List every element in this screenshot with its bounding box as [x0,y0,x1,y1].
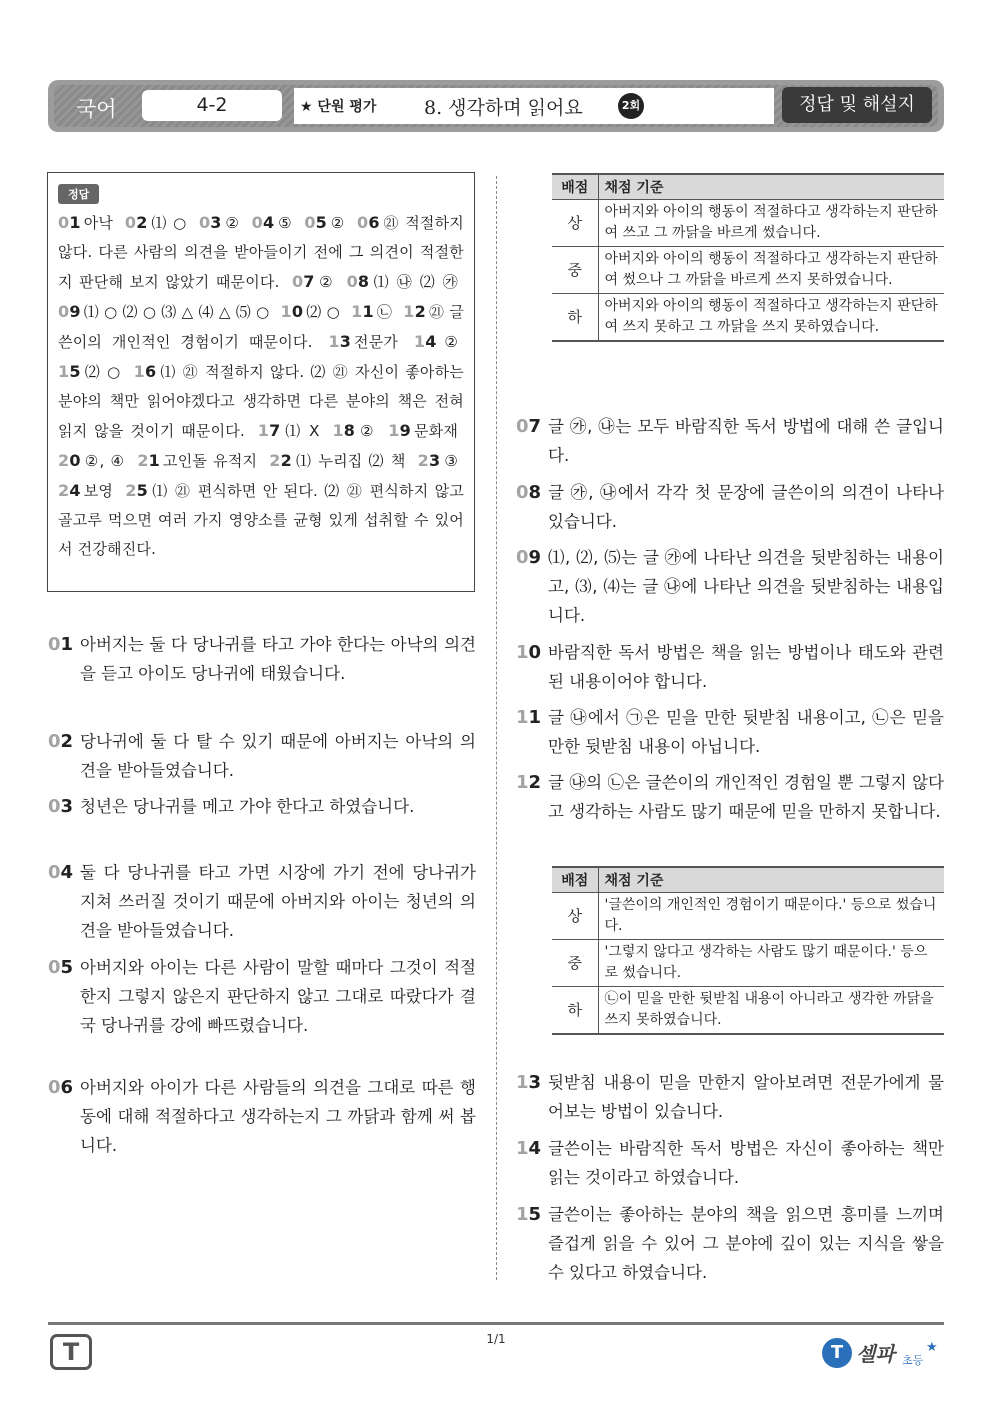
answer-text: 전문가 [354,333,399,351]
answer-item [269,452,405,470]
explanation-item [48,792,476,821]
t-logo-icon: T [50,1334,92,1370]
explanation-text: 아버지와 아이는 다른 사람이 말할 때마다 그것이 적절한지 그렇지 않은지 판단하지 않고 그대로 따랐다가 결국 당나귀를 강에 빠뜨렸습니다. [80,958,476,1035]
answer-item [258,422,320,440]
criteria-cell: ㉡이 믿을 만한 뒷받침 내용이 아니라고 생각한 까닭을 쓰지 못하였습니다. [598,987,944,1035]
answer-item [58,452,125,470]
answer-text: ②, ④ [83,452,126,470]
question-number: 06 [48,1077,74,1098]
explanation-text: 글 ㉯에서 ㉠은 믿을 만한 뒷받침 내용이고, ㉡은 믿을 만한 뒷받침 내용이 아닙니다. [548,708,944,756]
explanation-item [516,703,944,761]
answer-tag: 정답 [58,184,99,204]
table-row [552,987,944,1035]
answer-text: ② [330,214,346,232]
answer-text: 아낙 [83,214,114,232]
question-number: 21 [137,451,161,470]
answer-text: ⑴ ○ [150,214,188,232]
brand-name: 셀파 [856,1342,895,1366]
explanation-text: 뒷받침 내용이 믿을 만한지 알아보려면 전문가에게 물어보는 방법이 있습니다. [548,1073,944,1121]
answer-list [58,208,464,564]
header-bar [54,85,938,127]
answer-item [414,333,458,351]
criteria-cell: 아버지와 아이의 행동이 적절하다고 생각하는지 판단하여 쓰고 그 까닭을 바르게 썼습니다. [598,200,944,247]
question-number: 12 [403,302,426,321]
explanation-text: 글 ㉯의 ㉡은 글쓴이의 개인적인 경험일 뿐 그렇지 않다고 생각하는 사람도 많기 때문에 믿을 만하지 못합니다. [548,773,944,821]
answer-item [328,333,398,351]
answer-item [137,452,257,470]
question-number: 10 [280,302,304,321]
question-number: 12 [516,772,542,793]
question-number: 08 [516,482,542,503]
question-number: 14 [413,332,437,351]
explanation-text: 바람직한 독서 방법은 책을 읽는 방법이나 태도와 관련된 내용이어야 합니다. [548,643,944,691]
answer-item [332,422,375,440]
question-number: 24 [58,481,81,500]
grade-cell: 하 [552,294,598,342]
answer-text: 문화재 [413,422,459,440]
answer-item [252,214,293,232]
footer-divider [48,1322,944,1325]
answer-text: ② [224,214,240,232]
table-row [552,294,944,342]
answer-item [58,482,464,558]
answer-item [58,482,113,500]
criteria-cell: '그렇지 않다고 생각하는 사람도 많기 때문이다.' 등으로 썼습니다. [598,940,944,987]
brand-t-icon: T [822,1338,852,1368]
table-head-criteria: 채점 기준 [598,174,944,200]
explanation-text: 글 ㉮, ㉯는 모두 바람직한 독서 방법에 대해 쓴 글입니다. [548,417,944,465]
question-number: 07 [291,272,315,291]
answer-text: 고인돌 유적지 [163,452,258,470]
question-number: 16 [133,362,157,381]
subject-label: 국어 [76,97,117,121]
grade-cell: 중 [552,247,598,294]
answer-text: ⑴ ㉯ ⑵ ㉮ [372,273,458,291]
scoring-table-06 [552,173,944,342]
answer-text: ⑴ ㉑ 편식하면 안 된다. ⑵ ㉑ 편식하지 않고 골고루 먹으면 여러 가지 영양소를 균형 있게 섭취할 수 있어서 건강해진다. [58,482,465,558]
answer-item [292,273,334,291]
answer-item [388,422,458,440]
explanation-item [48,953,476,1040]
question-number: 20 [58,451,81,470]
question-number: 15 [516,1204,542,1225]
grade-cell: 상 [552,893,598,940]
answer-item [58,214,113,232]
explanation-text: 둘 다 당나귀를 타고 가면 시장에 가기 전에 당나귀가 지쳐 쓰러질 것이기 때문에 아버지와 아이는 청년의 의견을 받아들였습니다. [80,863,476,940]
brand-logo [822,1336,942,1372]
unit-eval-label: ★ 단원 평가 [300,99,377,115]
criteria-cell: 아버지와 아이의 행동이 적절하다고 생각하는지 판단하여 썼으나 그 까닭을 바르게 쓰지 못하였습니다. [598,247,944,294]
question-number: 01 [48,634,74,655]
question-number: 10 [516,642,542,663]
question-number: 09 [516,547,542,568]
question-number: 04 [48,862,74,883]
unit-title: 8. 생각하며 읽어요 [424,97,583,119]
explanation-item [48,858,476,945]
explanation-text: 글쓴이는 좋아하는 분야의 책을 읽으면 흥미를 느끼며 즐겁게 읽을 수 있어 그 분야에 깊이 있는 지식을 쌓을 수 있다고 하였습니다. [548,1205,944,1282]
question-number: 13 [328,332,352,351]
criteria-cell: 아버지와 아이의 행동이 적절하다고 생각하는지 판단하여 쓰지 못하고 그 까닭을 쓰지 못하였습니다. [598,294,944,342]
explanation-text: 글쓴이는 바람직한 독서 방법은 자신이 좋아하는 책만 읽는 것이라고 하였습니다. [548,1139,944,1187]
criteria-cell: '글쓴이의 개인적인 경험이기 때문이다.' 등으로 썼습니다. [598,893,944,940]
answer-item [58,363,122,381]
brand-star-icon: ★ [926,1340,938,1355]
answer-text: ⑵ ○ [83,363,122,381]
answer-box [47,172,475,592]
table-head-criteria: 채점 기준 [598,867,944,893]
explanation-text: 청년은 당나귀를 메고 가야 한다고 하였습니다. [80,797,415,816]
answer-item [351,303,392,321]
explanation-item [516,478,944,536]
explanation-item [516,768,944,826]
explanation-item [48,630,476,688]
explanation-item [516,638,944,696]
answer-text: ㉑ 글쓴이의 개인적인 경험이기 때문이다. [58,303,465,351]
explanation-item [516,1068,944,1126]
answer-item [58,303,269,321]
question-number: 23 [417,451,441,470]
table-row [552,940,944,987]
answer-key-label: 정답 및 해설지 [782,87,932,123]
explanation-text: 글 ㉮, ㉯에서 각각 첫 문장에 글쓴이의 의견이 나타나 있습니다. [548,483,944,531]
question-number: 11 [516,707,542,728]
table-row [552,893,944,940]
question-number: 06 [357,213,380,232]
explanation-text: ⑴, ⑵, ⑸는 글 ㉮에 나타난 의견을 뒷받침하는 내용이고, ⑶, ⑷는 글 ㉯에 나타난 의견을 뒷받침하는 내용입니다. [548,548,944,625]
explanation-text: 아버지는 둘 다 당나귀를 타고 가야 한다는 아낙의 의견을 듣고 아이도 당나귀에 태웠습니다. [80,635,476,683]
question-number: 15 [58,362,81,381]
answer-text: ⑤ [277,214,293,232]
question-number: 18 [332,421,356,440]
question-number: 19 [388,421,411,440]
question-number: 22 [269,451,292,470]
answer-text: ⑴ ○ ⑵ ○ ⑶ △ ⑷ △ ⑸ ○ [83,303,270,321]
answer-text: ② [439,333,459,351]
answer-text: 보영 [83,482,114,500]
title-bar [294,88,774,124]
explanation-item [516,1134,944,1192]
question-number: 08 [346,272,370,291]
table-head-grade: 배점 [552,174,598,200]
answer-text: ⑵ ○ [306,303,341,321]
question-number: 25 [125,481,149,500]
answer-text: ⑴ X [283,422,320,440]
explanation-item [516,412,944,470]
question-number: 17 [257,421,281,440]
question-number: 01 [58,213,81,232]
column-divider [496,176,497,1280]
answer-item [281,303,341,321]
question-number: 05 [48,957,74,978]
answer-text: ③ [443,452,459,470]
explanation-item [48,1073,476,1160]
answer-text: ⑴ ㉑ 적절하지 않다. ⑵ ㉑ 자신이 좋아하는 분야의 책만 읽어야겠다고 생각하면 다른 분야의 책은 전혀 읽지 않을 것이기 때문이다. [58,363,464,440]
answer-text: ㉑ 적절하지 않다. 다른 사람의 의견을 받아들이기 전에 그 의견이 적절한지 판단해 보지 않았기 때문이다. [58,214,464,291]
answer-text: ② [317,273,335,291]
table-head-grade: 배점 [552,867,598,893]
grade-cell: 상 [552,200,598,247]
question-number: 02 [124,213,148,232]
question-number: 03 [48,796,74,817]
question-number: 07 [516,416,542,437]
answer-item [125,214,187,232]
answer-text: ⑴ 누리집 ⑵ 책 [294,452,406,470]
question-number: 04 [251,213,275,232]
question-number: 03 [198,213,222,232]
explanation-item [48,727,476,785]
table-row [552,200,944,247]
question-number: 09 [58,302,81,321]
explanation-text: 당나귀에 둘 다 탈 수 있기 때문에 아버지는 아낙의 의견을 받아들였습니다. [80,732,476,780]
answer-item [347,273,458,291]
question-number: 05 [304,213,327,232]
answer-text: ② [358,422,376,440]
question-number: 02 [48,731,74,752]
answer-item [199,214,240,232]
round-badge: 2회 [618,93,644,119]
question-number: 14 [516,1138,542,1159]
question-number: 13 [516,1072,542,1093]
scoring-table-12 [552,866,944,1035]
question-number: 11 [351,302,374,321]
answer-text: ㉡ [376,303,393,321]
answer-item [304,214,345,232]
page-header [48,80,944,132]
explanation-text: 아버지와 아이가 다른 사람들의 의견을 그대로 따른 행동에 대해 적절하다고 생각하는지 그 까닭과 함께 써 봅니다. [80,1078,476,1155]
grade-label: 4-2 [142,90,282,121]
explanation-item [516,1200,944,1287]
grade-cell: 하 [552,987,598,1035]
explanation-item [516,543,944,630]
brand-sub: 초등 [902,1354,924,1367]
page-number: 1/1 [486,1332,506,1346]
grade-cell: 중 [552,940,598,987]
answer-item [418,452,458,470]
table-row [552,247,944,294]
